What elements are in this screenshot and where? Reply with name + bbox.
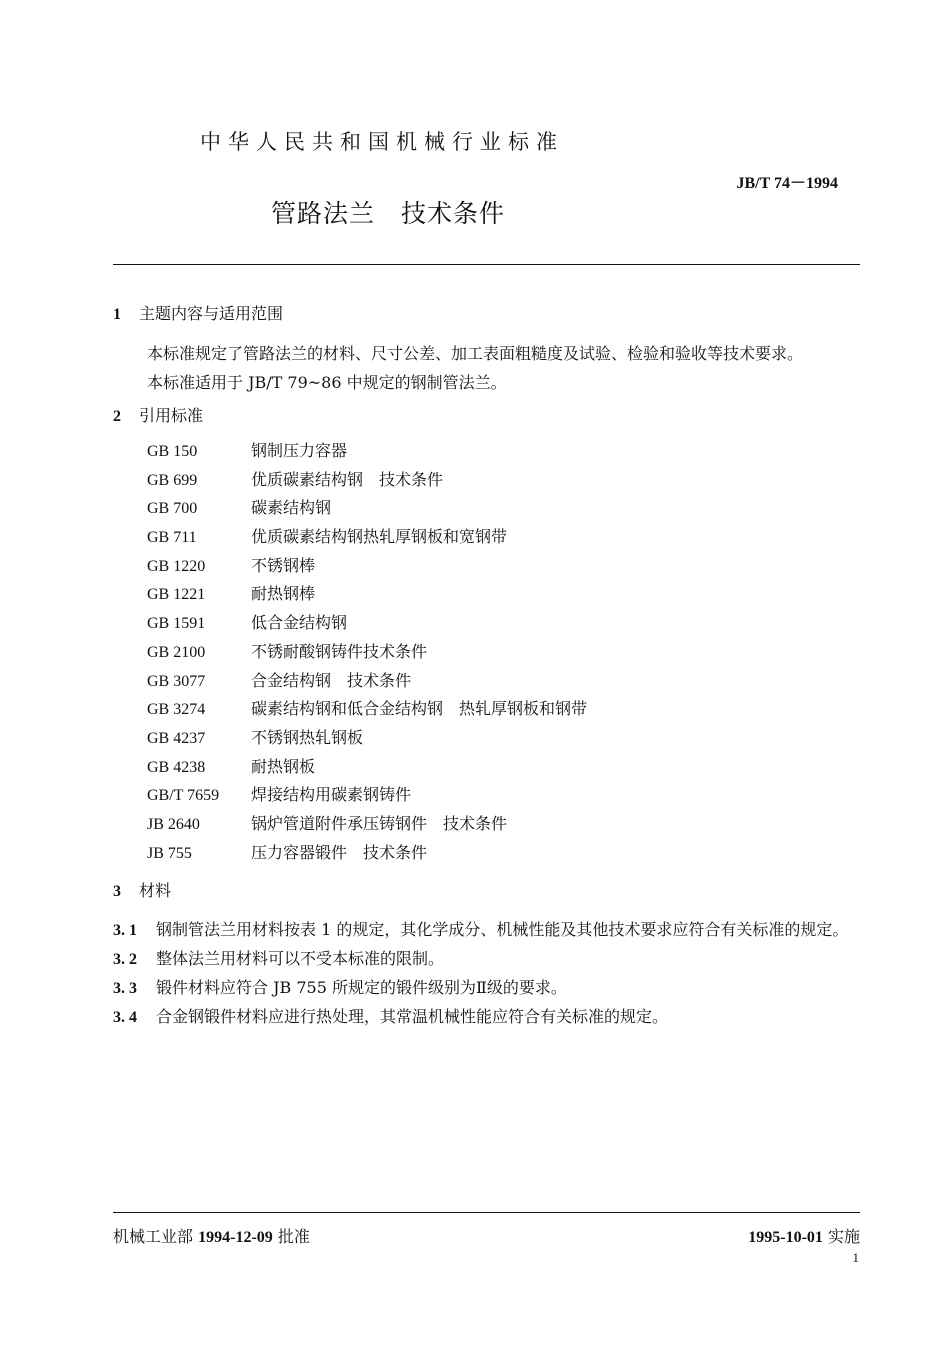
reference-item [147, 784, 587, 813]
footer-rule [113, 1212, 860, 1213]
reference-item [147, 497, 587, 526]
section-number: 3 [113, 883, 121, 900]
section-number: 2 [113, 408, 121, 425]
reference-item [147, 698, 587, 727]
reference-code: JB 755 [147, 844, 192, 862]
reference-title: 压力容器锻件 技术条件 [251, 842, 428, 862]
reference-code: GB 1221 [147, 586, 206, 604]
reference-code: GB 150 [147, 443, 198, 460]
clause-text: 整体法兰用材料可以不受本标准的限制。 [156, 949, 445, 968]
reference-item [147, 756, 587, 785]
reference-code: GB 3274 [147, 701, 206, 719]
clause-number: 3. 4 [113, 1009, 137, 1026]
reference-title: 锅炉管道附件承压铸钢件 技术条件 [251, 813, 508, 833]
reference-title: 焊接结构用碳素钢铸件 [251, 785, 412, 805]
reference-item [147, 555, 587, 584]
clause-text: 钢制管法兰用材料按表 1 的规定，其化学成分、机械性能及其他技术要求应符合有关标准的规定。 [156, 920, 849, 939]
reference-title: 不锈钢棒 [251, 555, 316, 575]
reference-code: GB 4237 [147, 729, 206, 747]
reference-title: 不锈耐酸钢铸件技术条件 [251, 641, 428, 661]
reference-code: GB 2100 [147, 643, 206, 661]
reference-item [147, 641, 587, 670]
reference-code: GB 3077 [147, 672, 206, 690]
reference-title: 低合金结构钢 [251, 613, 348, 633]
implementation-label: 实施 [827, 1227, 860, 1246]
approval-label: 批准 [277, 1227, 310, 1246]
section-1-heading [113, 301, 283, 324]
section-2-heading [113, 403, 203, 426]
reference-title: 碳素结构钢 [251, 498, 332, 518]
reference-code: GB 1591 [147, 615, 206, 633]
reference-item [147, 842, 587, 871]
reference-title: 优质碳素结构钢热轧厚钢板和宽钢带 [251, 527, 508, 547]
implementation-info [748, 1224, 860, 1247]
issuer: 机械工业部 [113, 1227, 194, 1246]
reference-title: 碳素结构钢和低合金结构钢 热轧厚钢板和钢带 [251, 699, 588, 719]
reference-item [147, 727, 587, 756]
reference-code: GB 4238 [147, 758, 206, 776]
header-rule [113, 264, 860, 265]
reference-item [147, 583, 587, 612]
reference-title: 不锈钢热轧钢板 [251, 727, 364, 747]
section-number: 1 [113, 306, 121, 323]
reference-code: JB 2640 [147, 815, 200, 833]
clause-number: 3. 3 [113, 980, 137, 997]
reference-code: GB 699 [147, 471, 198, 489]
reference-title: 合金结构钢 技术条件 [251, 670, 412, 690]
reference-code: GB/T 7659 [147, 787, 220, 805]
reference-item [147, 440, 587, 469]
approval-date: 1994-12-09 [198, 1229, 273, 1246]
reference-item [147, 813, 587, 842]
clause-text: 合金钢锻件材料应进行热处理，其常温机械性能应符合有关标准的规定。 [156, 1007, 669, 1026]
reference-title: 钢制压力容器 [251, 441, 348, 460]
section-1-paragraph-2: 本标准适用于 JB/T 79~86 中规定的钢制管法兰。 [147, 373, 507, 392]
reference-list [147, 440, 587, 870]
reference-code: GB 1220 [147, 557, 206, 575]
page-number: 1 [852, 1250, 859, 1265]
approval-info [113, 1224, 310, 1247]
implementation-date: 1995-10-01 [748, 1229, 823, 1246]
section-title: 引用标准 [139, 406, 204, 425]
document-title: 管路法兰 技术条件 [271, 199, 506, 228]
clause-text: 锻件材料应符合 JB 755 所规定的锻件级别为Ⅱ级的要求。 [156, 978, 567, 997]
reference-title: 耐热钢棒 [251, 584, 316, 604]
reference-code: GB 700 [147, 500, 198, 518]
section-3-heading [113, 878, 171, 901]
reference-item [147, 526, 587, 555]
reference-code: GB 711 [147, 529, 197, 547]
reference-item [147, 469, 587, 498]
reference-title: 耐热钢板 [251, 756, 316, 776]
section-title: 主题内容与适用范围 [139, 304, 284, 323]
section-1-paragraph-1: 本标准规定了管路法兰的材料、尺寸公差、加工表面粗糙度及试验、检验和验收等技术要求。 [147, 344, 804, 363]
reference-item [147, 670, 587, 699]
clause-number: 3. 2 [113, 951, 137, 968]
clause-3-4 [113, 1004, 668, 1027]
standard-number: JB/T 74－1994 [736, 175, 838, 192]
reference-item [147, 612, 587, 641]
standard-type-header: 中华人民共和国机械行业标准 [200, 130, 564, 154]
clause-3-1 [113, 917, 848, 940]
clause-3-2 [113, 946, 444, 969]
clause-number: 3. 1 [113, 922, 137, 939]
clause-3-3 [113, 975, 567, 998]
section-title: 材料 [139, 881, 172, 900]
reference-title: 优质碳素结构钢 技术条件 [251, 469, 444, 489]
